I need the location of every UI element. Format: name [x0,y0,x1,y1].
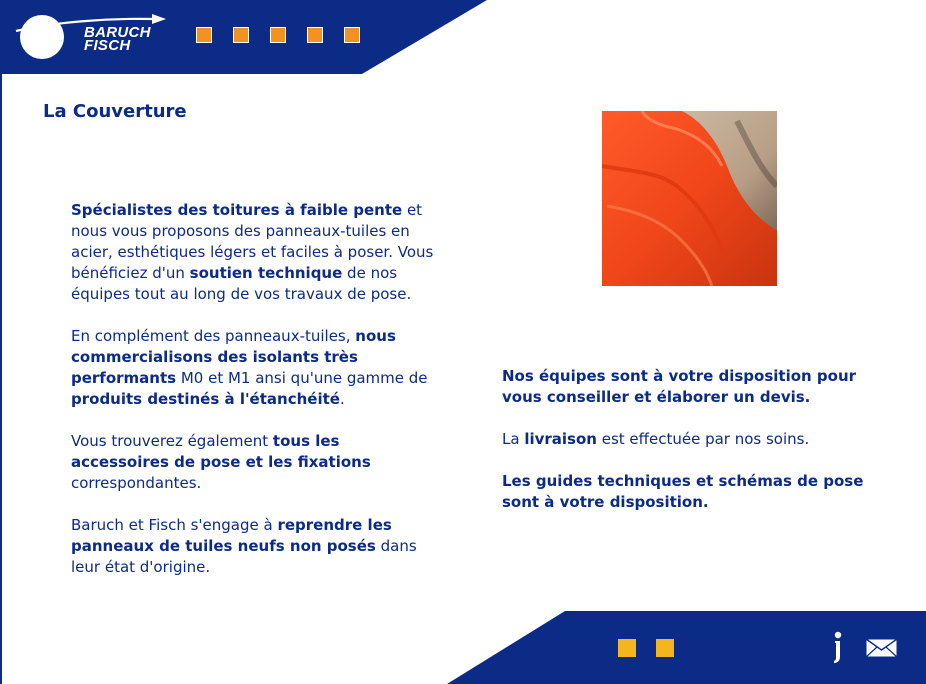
logo-line-1: BARUCH [84,24,151,41]
emphasis-text: reprendre les panneaux de tuiles neufs non posés [71,516,392,555]
emphasis-text: livraison [524,430,597,448]
body-text: Vous trouverez également [71,432,273,450]
emphasis-text: soutien technique [189,264,343,282]
logo-wordmark [84,26,151,52]
right-paragraph-2 [502,429,882,450]
body-text: de nos équipes tout au long de vos travaux de pose. [71,264,412,303]
emphasis-text: tous les accessoires de pose et les fixations [71,432,371,471]
body-text: correspondantes. [71,474,202,492]
right-paragraph-1 [502,366,882,408]
left-paragraph-1 [71,200,439,305]
nav-square-1[interactable] [196,27,212,43]
left-paragraph-3 [71,431,439,494]
body-text: et nous vous proposons des panneaux-tuiles en acier, esthétiques légers et faciles à poser. Vous bénéficiez d'un [71,201,434,282]
right-text-column [502,366,882,534]
emphasis-text: Spécialistes des toitures à faible pente [71,201,403,219]
body-text: M0 et M1 ansi qu'une gamme de [176,369,428,387]
logo-line-2: FISCH [84,37,131,54]
roof-tile-photo [602,111,777,286]
emphasis-text: nous commercialisons des isolants très performants [71,327,396,387]
page-title: La Couverture [43,101,187,122]
emphasis-text: Nos équipes sont à votre disposition pour vous conseiller et élaborer un devis. [502,367,857,406]
left-paragraph-4 [71,515,439,578]
emphasis-text: Les guides techniques et schémas de pose sont à votre disposition. [502,472,864,511]
emphasis-text: produits destinés à l'étanchéité [71,390,340,408]
left-text-column [71,200,439,599]
right-paragraph-3 [502,471,882,513]
nav-square-2[interactable] [233,27,249,43]
nav-square-4[interactable] [307,27,323,43]
body-text: Baruch et Fisch s'engage à [71,516,278,534]
bottom-nav-square-2[interactable] [656,639,674,657]
body-text: En complément des panneaux-tuiles, [71,327,356,345]
mail-icon[interactable] [865,638,898,658]
nav-square-3[interactable] [270,27,286,43]
company-logo[interactable] [14,10,170,62]
body-text: est effectuée par nos soins. [596,430,810,448]
left-paragraph-2 [71,326,439,410]
body-text: dans leur état d'origine. [71,537,417,576]
info-icon[interactable] [826,630,848,664]
bottom-nav-square-1[interactable] [618,639,636,657]
nav-square-5[interactable] [344,27,360,43]
body-text: La [502,430,525,448]
left-frame-border [0,0,2,684]
body-text: . [339,390,345,408]
